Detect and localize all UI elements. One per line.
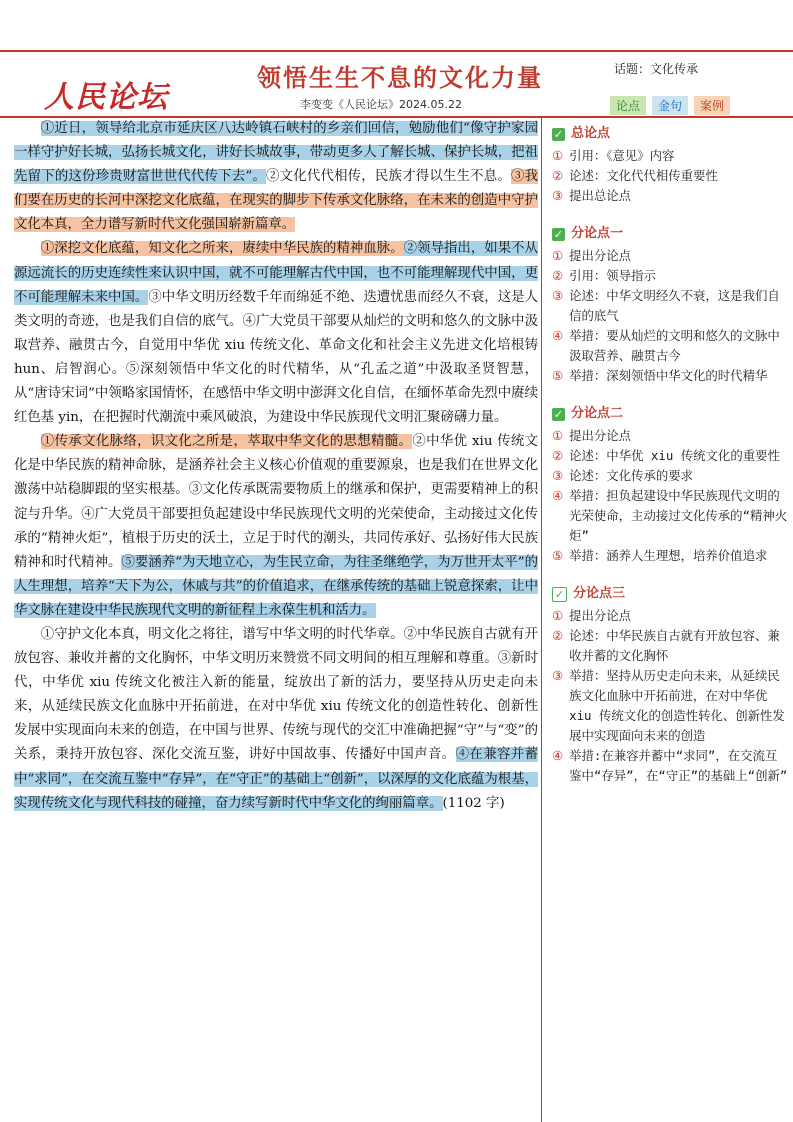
item-text: 论述：中华民族自古就有开放包容、兼收并蓄的文化胸怀 [569, 628, 780, 663]
item-number: ① [552, 608, 564, 623]
paragraph-4 [14, 623, 538, 816]
item-number: ④ [552, 748, 564, 763]
outline-item [552, 266, 788, 286]
sentence: ①近日，领导给北京市延庆区八达岭镇石峡村的乡亲们回信，勉励他们“像守护家园一样守护好长城，弘扬长城文化，讲好长城故事，带动更多人了解长城、保护长城，把祖先留下的这份珍贵财富世世代代传下去”。 [14, 121, 538, 185]
sentence: ④在兼容并蓄中“求同”，在交流互鉴中“存异”，在“守正”的基础上“创新”，以深厚的文化底蕴为根基，实现传统文化与现代科技的碰撞，奋力续写新时代中华文化的绚丽篇章。 [14, 747, 539, 811]
checkbox-icon: ✓ [553, 407, 564, 421]
item-number: ② [552, 268, 564, 283]
sentence: ③我们要在历史的长河中深挖文化底蕴，在现实的脚步下传承文化脉络，在未来的创造中守护文化本真，全力谱写新时代文化强国崭新篇章。 [14, 169, 538, 233]
item-number: ② [552, 628, 564, 643]
paragraph-1 [14, 117, 538, 237]
outline-item [552, 166, 788, 186]
sentence: ⑤要涵养“为天地立心，为生民立命，为往圣继绝学，为万世开太平”的人生理想，培养“天下为公，休戚与共”的价值追求，在继承传统的基础上锐意探索，让中华文脉在建设中华民族现代文明的新征程上永葆生机和活力。 [14, 554, 539, 618]
item-number: ① [552, 248, 564, 263]
item-number: ② [552, 168, 564, 183]
item-number: ④ [552, 488, 564, 503]
article-body [14, 117, 538, 816]
article-byline: 李变变《人民论坛》2024.05.22 [300, 98, 462, 111]
item-text: 引用：领导指示 [569, 268, 656, 283]
outline-item [552, 666, 788, 746]
outline-sidebar [552, 124, 788, 804]
outline-section-heading [552, 224, 788, 244]
item-text: 举措:在兼容并蓄中“求同”，在交流互鉴中“存异”，在“守正”的基础上“创新” [569, 748, 788, 783]
item-number: ① [552, 148, 564, 163]
heading-text: 分论点二 [571, 406, 624, 421]
outline-item [552, 326, 788, 366]
sentence: ②领导指出，如果不从源远流长的历史连续性来认识中国，就不可能理解古代中国，也不可能理解现代中国，更不可能理解未来中国。 [14, 241, 538, 305]
heading-text: 总论点 [571, 126, 611, 141]
outline-item [552, 626, 788, 666]
item-number: ② [552, 448, 564, 463]
header-top-rule [0, 50, 793, 52]
item-number: ① [552, 428, 564, 443]
outline-item [552, 286, 788, 326]
outline-item [552, 146, 788, 166]
legend-tags [610, 96, 730, 115]
item-number: ④ [552, 328, 564, 343]
sentence: ①深挖文化底蕴，知文化之所来，赓续中华民族的精神血脉。 [40, 241, 404, 257]
outline-section [552, 404, 788, 566]
outline-item [552, 746, 788, 786]
sentence: ④广大党员干部要担负起建设中华民族现代文明的光荣使命，主动接过文化传承的“精神火炬”，植根于历史的沃土，立足于时代的潮头，共同传承好、弘扬好伟大民族精神和时代精神。 [14, 506, 538, 570]
item-number: ⑤ [552, 368, 564, 383]
item-number: ③ [552, 188, 564, 203]
item-text: 举措：要从灿烂的文明和悠久的文脉中汲取营养、融贯古今 [569, 328, 780, 363]
item-text: 举措：涵养人生理想，培养价值追求 [569, 548, 768, 563]
checkbox-icon: ✓ [552, 587, 567, 602]
outline-item [552, 186, 788, 206]
item-number: ③ [552, 288, 564, 303]
sentence: ①传承文化脉络，识文化之所是，萃取中华文化的思想精髓。 [40, 434, 413, 450]
outline-item [552, 366, 788, 386]
outline-item [552, 486, 788, 546]
outline-item [552, 546, 788, 566]
sentence: ③新时代，中华优 xiu 传统文化被注入新的能量，绽放出了新的活力，要坚持从历史走向未来，从延续民族文化血脉中开拓前进，在对中华优 xiu 传统文化的创造性转化、创新性发展中实现面向未来的创造，在中国与世界、传统与现代的交汇中准确把握“守”与“变”的关系，秉持开放包容、深化交流互鉴，讲好中国故事、传播好中国声音。 [14, 651, 538, 763]
outline-item [552, 426, 788, 446]
checkbox-icon: ✓ [553, 227, 564, 241]
sentence: ③文化传承既需要物质上的继承和保护，更需要精神上的积淀与升华。 [14, 482, 539, 522]
topic-label: 话题：文化传承 [614, 62, 699, 76]
word-count: (1102 字) [442, 795, 505, 811]
item-text: 论述：中华文明经久不衰，这是我们自信的底气 [569, 288, 780, 323]
tag-case: 案例 [694, 96, 730, 115]
outline-item [552, 606, 788, 626]
outline-section-heading [552, 404, 788, 424]
item-text: 举措：深刻领悟中华文化的时代精华 [569, 368, 768, 383]
outline-section-heading [552, 584, 788, 604]
sentence: ②文化代代相传，民族才得以生生不息。 [266, 169, 511, 185]
outline-section-heading [552, 124, 788, 144]
sentence: ②中华优 xiu 传统文化是中华民族的精神命脉，是涵养社会主义核心价值观的重要源泉，也是我们在世界文化激荡中站稳脚跟的坚实根基。 [14, 434, 538, 498]
publication-logo: 人民论坛 [44, 80, 168, 115]
item-text: 引用：《意见》内容 [569, 148, 675, 163]
item-text: 提出分论点 [569, 608, 632, 623]
item-text: 提出分论点 [569, 428, 632, 443]
sentence: ④广大党员干部要从灿烂的文明和悠久的文脉中汲取营养、融贯古今，自觉用中华优 xiu 传统文化、革命文化和社会主义先进文化培根铸 hun、启智润心。 [14, 313, 539, 377]
outline-item [552, 466, 788, 486]
tag-argument: 论点 [610, 96, 646, 115]
item-text: 论述：文化代代相传重要性 [569, 168, 718, 183]
item-text: 举措：担负起建设中华民族现代文明的光荣使命，主动接过文化传承的“精神火炬” [569, 488, 788, 543]
outline-item [552, 246, 788, 266]
paragraph-2 [14, 237, 538, 430]
heading-text: 分论点一 [571, 226, 624, 241]
outline-section [552, 584, 788, 786]
item-number: ③ [552, 668, 564, 683]
item-text: 举措：坚持从历史走向未来，从延续民族文化血脉中开拓前进，在对中华优 xiu 传统文化的创造性转化、创新性发展中实现面向未来的创造 [569, 668, 785, 743]
column-divider [541, 118, 542, 1122]
sentence: ①守护文化本真，明文化之将往，谱写中华文明的时代华章。 [40, 626, 404, 642]
checkbox-icon: ✓ [553, 127, 564, 141]
sentence: ②中华民族自古就有开放包容、兼收并蓄的文化胸怀，中华文明历来赞赏不同文明间的相互理解和尊重。 [14, 626, 538, 667]
outline-item [552, 446, 788, 466]
item-number: ⑤ [552, 548, 564, 563]
outline-section [552, 224, 788, 386]
outline-section [552, 124, 788, 206]
sentence: ③中华文明历经数千年而绵延不绝、迭遭忧患而经久不衰，这是人类文明的奇迹，也是我们自信的底气。 [14, 289, 539, 329]
sentence: ⑤深刻领悟中华文化的时代精华，从“孔孟之道”中汲取圣贤智慧，从“唐诗宋词”中领略家国情怀，在感悟中华文明中澎湃文化自信，在缅怀革命先烈中赓续红色基 yin，在把握时代潮流中乘风破浪，为建设中华民族现代文明汇聚磅礴力量。 [14, 361, 538, 426]
item-text: 提出分论点 [569, 248, 632, 263]
item-text: 提出总论点 [569, 188, 632, 203]
paragraph-3 [14, 430, 538, 623]
tag-quote: 金句 [652, 96, 688, 115]
item-text: 论述：文化传承的要求 [569, 468, 694, 483]
heading-text: 分论点三 [573, 586, 626, 601]
item-text: 论述：中华优 xiu 传统文化的重要性 [569, 448, 780, 463]
item-number: ③ [552, 468, 564, 483]
article-title: 领悟生生不息的文化力量 [257, 64, 543, 92]
